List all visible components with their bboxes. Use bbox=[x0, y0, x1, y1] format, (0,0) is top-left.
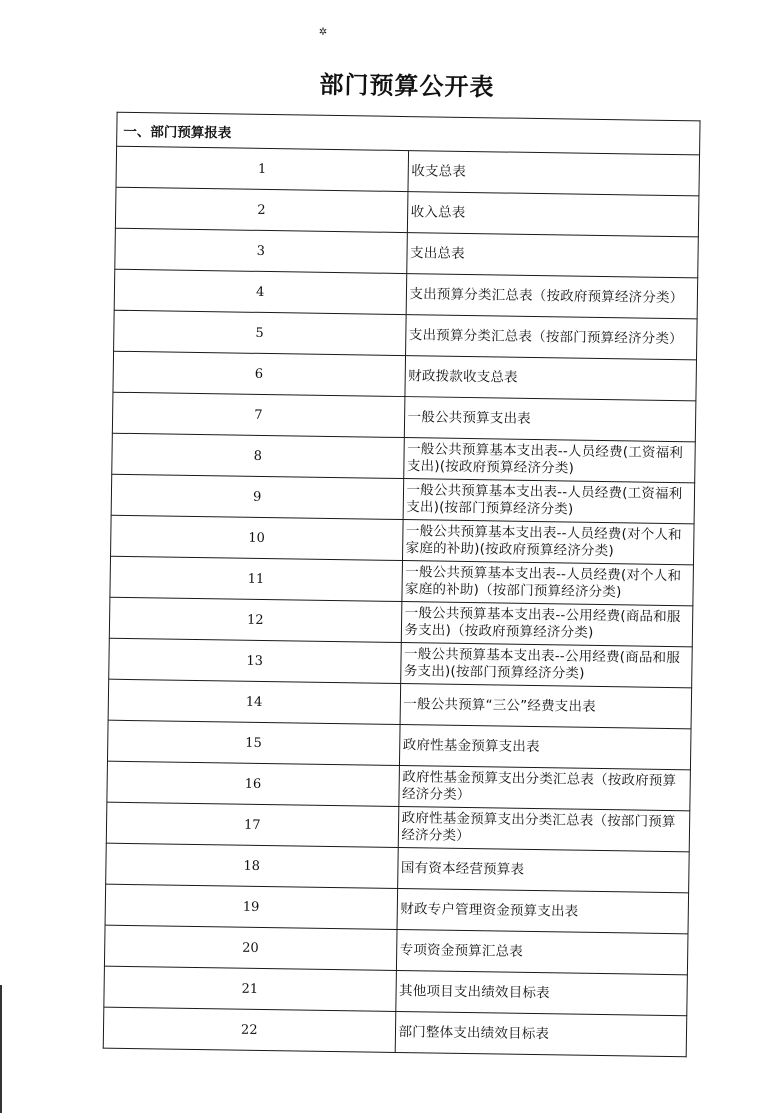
row-number: 2 bbox=[115, 187, 407, 232]
scan-mark: ✲ bbox=[318, 26, 328, 38]
report-name: 一般公共预算支出表 bbox=[404, 397, 696, 442]
row-number: 3 bbox=[115, 228, 407, 273]
row-number: 11 bbox=[110, 556, 402, 601]
report-name: 政府性基金预算支出分类汇总表（按部门预算经济分类） bbox=[398, 807, 690, 852]
row-number: 4 bbox=[114, 269, 406, 314]
report-name: 一般公共预算基本支出表--人员经费(对个人和家庭的补助)（按部门预算经济分类) bbox=[401, 561, 693, 606]
report-name: 财政专户管理资金预算支出表 bbox=[397, 888, 689, 933]
report-name: 收入总表 bbox=[407, 192, 699, 237]
report-name: 政府性基金预算支出分类汇总表（按政府预算经济分类） bbox=[398, 766, 690, 811]
report-name: 一般公共预算“三公”经费支出表 bbox=[400, 684, 692, 729]
row-number: 20 bbox=[104, 925, 396, 970]
row-number: 7 bbox=[112, 392, 404, 437]
report-name: 支出预算分类汇总表（按政府预算经济分类） bbox=[406, 274, 698, 319]
row-number: 14 bbox=[108, 679, 400, 724]
row-number: 10 bbox=[111, 515, 403, 560]
report-name: 政府性基金预算支出表 bbox=[399, 725, 691, 770]
row-number: 13 bbox=[109, 638, 401, 683]
report-name: 专项资金预算汇总表 bbox=[396, 929, 688, 974]
row-number: 5 bbox=[114, 310, 406, 355]
row-number: 22 bbox=[103, 1007, 395, 1052]
budget-table-list bbox=[103, 112, 701, 1058]
table-row bbox=[103, 1007, 687, 1057]
section-heading: 一、部门预算报表 bbox=[117, 112, 700, 155]
row-number: 16 bbox=[107, 761, 399, 806]
report-name: 支出预算分类汇总表（按部门预算经济分类） bbox=[405, 315, 697, 360]
report-name: 国有资本经营预算表 bbox=[397, 847, 689, 892]
report-name: 收支总表 bbox=[407, 151, 699, 196]
report-name: 一般公共预算基本支出表--公用经费(商品和服务支出)(按部门预算经济分类) bbox=[400, 643, 692, 688]
scan-edge-line bbox=[0, 985, 2, 1113]
row-number: 15 bbox=[107, 720, 399, 765]
page-title: 部门预算公开表 bbox=[319, 70, 495, 102]
row-number: 6 bbox=[113, 351, 405, 396]
report-name: 部门整体支出绩效目标表 bbox=[395, 1011, 687, 1056]
report-name: 一般公共预算基本支出表--人员经费(工资福利支出)(按政府预算经济分类) bbox=[403, 438, 695, 483]
report-name: 支出总表 bbox=[406, 233, 698, 278]
row-number: 1 bbox=[116, 146, 408, 191]
row-number: 9 bbox=[111, 474, 403, 519]
row-number: 8 bbox=[112, 433, 404, 478]
row-number: 21 bbox=[104, 966, 396, 1011]
row-number: 12 bbox=[109, 597, 401, 642]
report-name: 一般公共预算基本支出表--人员经费(工资福利支出)(按部门预算经济分类) bbox=[403, 479, 695, 524]
report-name: 其他项目支出绩效目标表 bbox=[395, 970, 687, 1015]
row-number: 17 bbox=[106, 802, 398, 847]
report-name: 财政拨款收支总表 bbox=[404, 356, 696, 401]
report-name: 一般公共预算基本支出表--公用经费(商品和服务支出)（按政府预算经济分类) bbox=[401, 602, 693, 647]
report-name: 一般公共预算基本支出表--人员经费(对个人和家庭的补助)(按政府预算经济分类) bbox=[402, 520, 694, 565]
row-number: 19 bbox=[105, 884, 397, 929]
row-number: 18 bbox=[106, 843, 398, 888]
